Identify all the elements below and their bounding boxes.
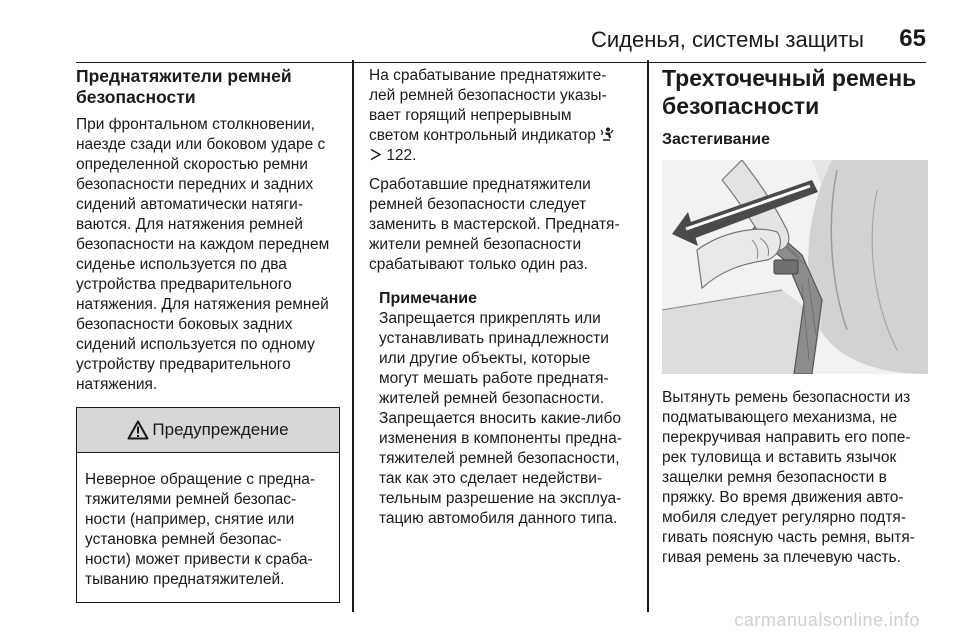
note-text: Запрещается прикреплять или устанавливать принадлежности или другие объекты, которые могут мешать работе преднатя- жителей ремней безопасности. Запрещается вносить какие-либо изменения в компоненты предна- тяжителей ремней безопасности, так как это сделает недействи- тельным разрешение на эксплуа- тацию автомобиля данного типа. bbox=[379, 310, 622, 527]
note-title: Примечание bbox=[379, 290, 478, 307]
indicator-paragraph bbox=[369, 66, 631, 166]
fastening-subheading: Застегивание bbox=[662, 131, 770, 148]
section-title: Сиденья, системы защиты bbox=[590, 27, 864, 52]
pretensioners-heading: Преднатяжители ремней безопасности bbox=[76, 66, 292, 107]
page-reference-arrow-icon bbox=[369, 148, 382, 161]
warning-box bbox=[76, 407, 340, 603]
column-divider-left bbox=[352, 60, 354, 612]
watermark: carmanualsonline.info bbox=[734, 610, 920, 630]
seatbelt-illustration bbox=[662, 160, 928, 374]
column-divider-right bbox=[647, 60, 649, 612]
warning-triangle-icon bbox=[127, 420, 149, 440]
note-block bbox=[369, 289, 631, 529]
column-right bbox=[662, 66, 928, 568]
column-left bbox=[76, 66, 348, 603]
warning-header bbox=[77, 408, 339, 453]
column-middle bbox=[369, 66, 631, 529]
warning-text: Неверное обращение с предна- тяжителями ремней безопас- ности (например, снятие или установка ремней безопас- ности) может привести к сраба- тыванию преднатяжителей. bbox=[85, 471, 316, 588]
page-number: 65 bbox=[899, 25, 926, 52]
page-header bbox=[76, 22, 926, 63]
fastening-paragraph: Вытянуть ремень безопасности из подматывающего механизма, не перекручивая направить его попе- рек туловища и вставить язычок защелки ремня безопасности в пряжку. Во время движения авто- мобиля следует регулярно подтя- гивать поясную часть ремня, вытя- гивая ремень за плечевую часть. bbox=[662, 389, 915, 566]
replacement-paragraph: Сработавшие преднатяжители ремней безопасности следует заменить в мастерской. Преднатя- жители ремней безопасности срабатывают только один раз. bbox=[369, 176, 620, 273]
page-reference[interactable]: 122. bbox=[386, 147, 417, 164]
three-point-belt-heading: Трехточечный ремень безопасности bbox=[662, 65, 917, 119]
pretensioners-paragraph: При фронтальном столкновении, наезде сзади или боковом ударе с определенной скоростью ремни безопасности передних и задних сидений автоматически натяги- ваются. Для натяжения ремней безопасности на каждом переднем сиденье используется по два устройства предварительного натяжения. Для натяжения ремней безопасности боковых задних сидений используется по одному устройству предварительного натяжения. bbox=[76, 116, 330, 393]
warning-title: Предупреждение bbox=[152, 420, 289, 439]
seatbelt-tensioner-indicator-icon bbox=[600, 127, 614, 142]
indicator-text: На срабатывание преднатяжите- лей ремней безопасности указы- вает горящий непрерывным светом контрольный индикатор bbox=[369, 67, 607, 144]
